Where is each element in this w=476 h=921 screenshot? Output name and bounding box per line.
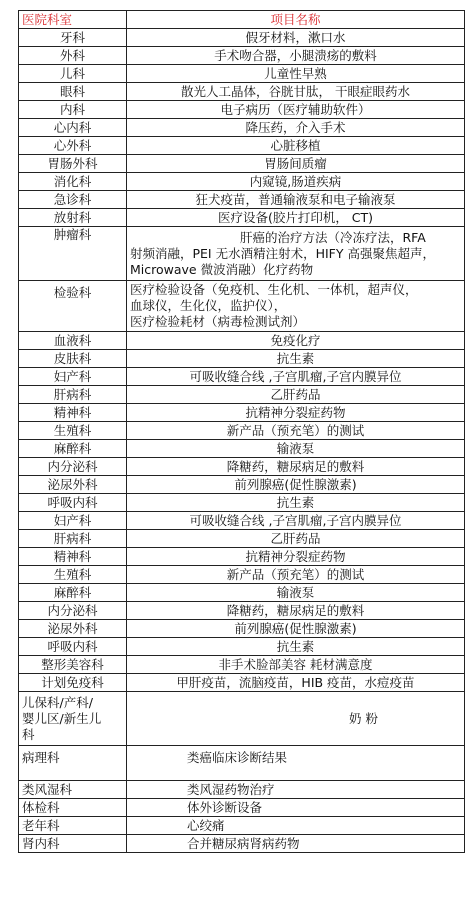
project-cell: 降压药，介入手术 <box>127 119 465 137</box>
department-cell: 类风湿科 <box>19 781 127 799</box>
project-cell: 前列腺癌(促性腺激素) <box>127 620 465 638</box>
department-cell: 内分泌科 <box>19 602 127 620</box>
department-cell: 急诊科 <box>19 191 127 209</box>
department-cell: 内分泌科 <box>19 458 127 476</box>
table-row <box>19 512 465 530</box>
project-cell <box>127 227 465 281</box>
table-row <box>19 368 465 386</box>
table-row <box>19 83 465 101</box>
project-cell: 新产品（预充笔）的测试 <box>127 566 465 584</box>
table-row <box>19 674 465 692</box>
department-cell: 肝病科 <box>19 530 127 548</box>
project-cell: 抗精神分裂症药物 <box>127 404 465 422</box>
department-cell: 妇产科 <box>19 368 127 386</box>
table-header-row <box>19 11 465 29</box>
table-row <box>19 781 465 799</box>
department-cell: 麻醉科 <box>19 440 127 458</box>
department-cell: 呼吸内科 <box>19 494 127 512</box>
department-cell: 皮肤科 <box>19 350 127 368</box>
table-row <box>19 350 465 368</box>
project-cell: 体外诊断设备 <box>127 799 465 817</box>
table-row <box>19 422 465 440</box>
table-row <box>19 29 465 47</box>
table-row <box>19 692 465 746</box>
project-cell: 可吸收缝合线 ,子宫肌瘤,子宫内膜异位 <box>127 512 465 530</box>
table-row <box>19 458 465 476</box>
project-cell: 降糖药，糖尿病足的敷料 <box>127 458 465 476</box>
project-cell: 可吸收缝合线 ,子宫肌瘤,子宫内膜异位 <box>127 368 465 386</box>
table-row <box>19 602 465 620</box>
table-row <box>19 494 465 512</box>
table-row <box>19 548 465 566</box>
department-cell: 肝病科 <box>19 386 127 404</box>
project-line: 肝癌的治疗方法（冷冻疗法，RFA <box>240 229 426 245</box>
header-department: 医院科室 <box>19 11 127 29</box>
table-row <box>19 65 465 83</box>
table-row <box>19 835 465 853</box>
department-cell: 肿瘤科 <box>19 227 127 281</box>
project-line: 医疗检验设备（免疫机、生化机、一体机，超声仪， <box>130 282 418 297</box>
department-cell: 计划免疫科 <box>19 674 127 692</box>
table-row <box>19 386 465 404</box>
project-cell: 心脏移植 <box>127 137 465 155</box>
department-cell: 心内科 <box>19 119 127 137</box>
department-project-table <box>18 10 465 853</box>
project-cell: 医疗设备(胶片打印机， CT) <box>127 209 465 227</box>
project-cell: 输液泵 <box>127 584 465 602</box>
project-cell: 散光人工晶体，谷胱甘肽， 干眼症眼药水 <box>127 83 465 101</box>
table-row <box>19 173 465 191</box>
project-cell: 新产品（预充笔）的测试 <box>127 422 465 440</box>
department-cell: 体检科 <box>19 799 127 817</box>
department-cell: 妇产科 <box>19 512 127 530</box>
table-row <box>19 101 465 119</box>
department-cell: 消化科 <box>19 173 127 191</box>
project-line: 射频消融，PEI 无水酒精注射术，HIFY 高强聚焦超声， <box>130 245 435 261</box>
project-cell: 合并糖尿病肾病药物 <box>127 835 465 853</box>
table-row <box>19 137 465 155</box>
table-row <box>19 332 465 350</box>
project-cell: 假牙材料，漱口水 <box>127 29 465 47</box>
table-row <box>19 119 465 137</box>
department-cell: 病理科 <box>19 746 127 781</box>
department-line: 科 <box>22 726 35 742</box>
department-cell: 外科 <box>19 47 127 65</box>
department-cell: 眼科 <box>19 83 127 101</box>
table-row <box>19 404 465 422</box>
table-row <box>19 638 465 656</box>
project-cell: 甲肝疫苗，流脑疫苗，HIB 疫苗，水痘疫苗 <box>127 674 465 692</box>
project-cell: 乙肝药品 <box>127 386 465 404</box>
department-cell: 胃肠外科 <box>19 155 127 173</box>
project-cell <box>127 281 465 332</box>
department-cell: 心外科 <box>19 137 127 155</box>
header-project-name: 项目名称 <box>127 11 465 29</box>
project-cell: 抗生素 <box>127 350 465 368</box>
table-row <box>19 799 465 817</box>
department-line: 儿保科/产科/ <box>22 694 93 710</box>
project-cell: 类风湿药物治疗 <box>127 781 465 799</box>
department-cell: 血液科 <box>19 332 127 350</box>
project-cell: 非手术脸部美容 耗材满意度 <box>127 656 465 674</box>
department-cell: 老年科 <box>19 817 127 835</box>
project-cell: 胃肠间质瘤 <box>127 155 465 173</box>
project-line: Microwave 微波消融）化疗药物 <box>130 261 314 277</box>
table-row <box>19 155 465 173</box>
department-cell: 生殖科 <box>19 422 127 440</box>
project-cell: 狂犬疫苗，普通输液泵和电子输液泵 <box>127 191 465 209</box>
project-cell: 抗精神分裂症药物 <box>127 548 465 566</box>
department-cell: 内科 <box>19 101 127 119</box>
department-cell <box>19 692 127 746</box>
table-row <box>19 817 465 835</box>
table-row <box>19 227 465 281</box>
project-line: 血球仪，生化仪，监护仪）， <box>130 298 287 313</box>
department-cell: 生殖科 <box>19 566 127 584</box>
project-cell: 输液泵 <box>127 440 465 458</box>
department-line: 婴儿区/新生儿 <box>22 710 102 726</box>
department-cell: 肾内科 <box>19 835 127 853</box>
project-cell: 奶 粉 <box>127 692 465 746</box>
department-cell: 儿科 <box>19 65 127 83</box>
department-cell: 精神科 <box>19 404 127 422</box>
table-row <box>19 191 465 209</box>
department-cell: 检验科 <box>19 281 127 332</box>
department-cell: 呼吸内科 <box>19 638 127 656</box>
project-cell: 前列腺癌(促性腺激素) <box>127 476 465 494</box>
table-row <box>19 440 465 458</box>
project-cell: 电子病历（医疗辅助软件） <box>127 101 465 119</box>
table-row <box>19 656 465 674</box>
table-row <box>19 476 465 494</box>
project-cell: 抗生素 <box>127 638 465 656</box>
table-row <box>19 47 465 65</box>
project-line: 医疗检验耗材（病毒检测试剂） <box>130 314 306 329</box>
table-row <box>19 746 465 781</box>
table-row <box>19 281 465 332</box>
department-cell: 整形美容科 <box>19 656 127 674</box>
project-cell: 免疫化疗 <box>127 332 465 350</box>
department-cell: 麻醉科 <box>19 584 127 602</box>
table-row <box>19 530 465 548</box>
table-row <box>19 209 465 227</box>
project-cell: 心绞痛 <box>127 817 465 835</box>
department-cell: 泌尿外科 <box>19 620 127 638</box>
table-row <box>19 584 465 602</box>
project-cell: 降糖药，糖尿病足的敷料 <box>127 602 465 620</box>
project-cell: 手术吻合器，小腿溃疡的敷料 <box>127 47 465 65</box>
project-cell: 类癌临床诊断结果 <box>127 746 465 781</box>
project-cell: 内窥镜,肠道疾病 <box>127 173 465 191</box>
table-row <box>19 620 465 638</box>
department-cell: 精神科 <box>19 548 127 566</box>
department-cell: 泌尿外科 <box>19 476 127 494</box>
table-row <box>19 566 465 584</box>
project-cell: 抗生素 <box>127 494 465 512</box>
department-cell: 放射科 <box>19 209 127 227</box>
department-cell: 牙科 <box>19 29 127 47</box>
project-cell: 儿童性早熟 <box>127 65 465 83</box>
project-cell: 乙肝药品 <box>127 530 465 548</box>
